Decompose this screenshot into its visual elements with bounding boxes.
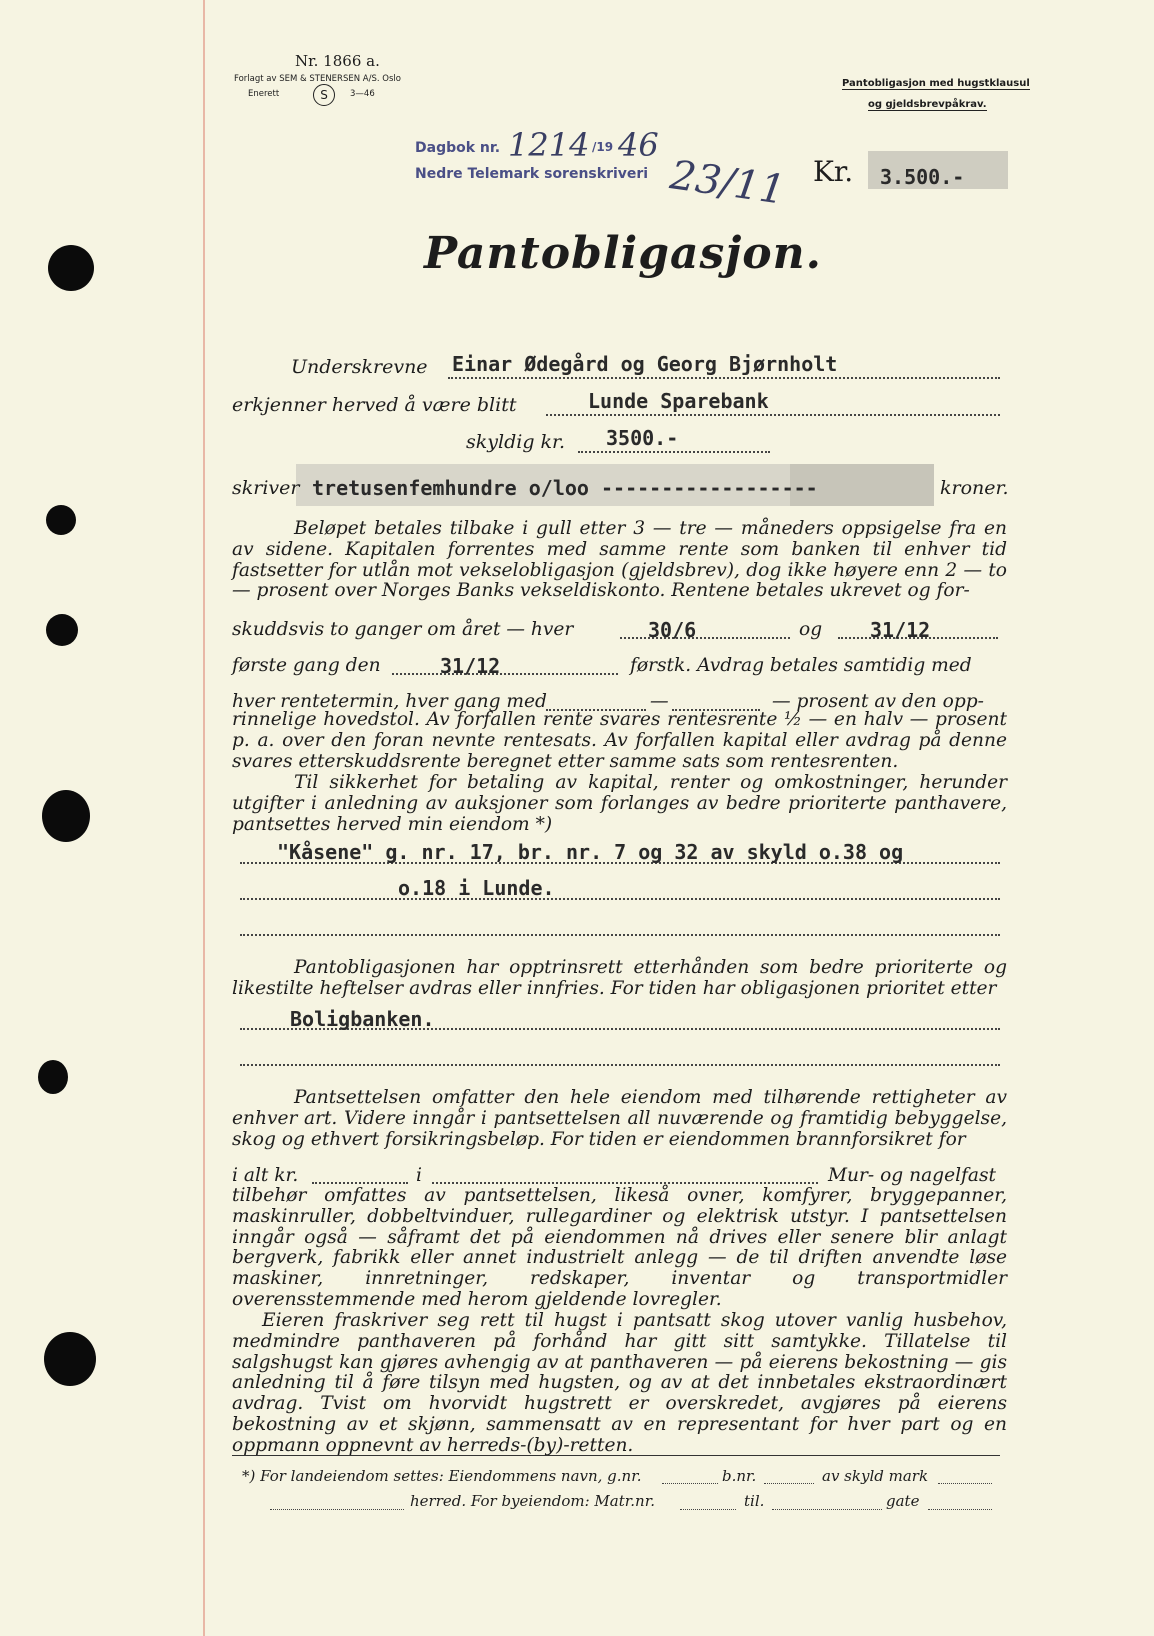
footnote-til-line xyxy=(772,1509,882,1510)
terms-paragraph-1: Beløpet betales tilbake i gull etter 3 — tre — måneders oppsigelse fra en av sidene. Kapitalen forrentes med samme rente som banken til enhver tid fastsetter for utlån mot vekselobligasjon (gjeldsbrev), dog ikke høyere enn 2 — to — prosent over Norges Banks vekseldiskonto. Rentene betales ukrevet og for- xyxy=(232,518,1007,602)
footnote-gate-line xyxy=(928,1509,992,1510)
kr-amount: 3.500.- xyxy=(880,165,965,189)
first-date: 31/12 xyxy=(440,654,501,678)
form-type-line1: Pantobligasjon med hugstklausul xyxy=(842,78,1030,89)
footnote-line2-a: herred. For byeiendom: Matr.nr. xyxy=(410,1492,655,1510)
footnote-line2-c: gate xyxy=(886,1492,920,1510)
dagbok-year: 46 xyxy=(618,126,659,164)
stamp-dagbok-label: Dagbok nr. xyxy=(415,140,501,156)
installment-label: hver rentetermin, hver gang med xyxy=(232,691,547,712)
terms-paragraph-2: rinnelige hovedstol. Av forfallen rente svares rentesrente ½ — en halv — prosent p. a. over den foran nevnte rentesats. Av forfallen kapital eller avdrag på denne svares etterskuddsrente beregnet etter samme sats som rentesrenten. xyxy=(232,709,1007,772)
footnote-divider xyxy=(232,1455,1000,1456)
dagbok-number: 1214 xyxy=(508,126,590,164)
priority-paragraph: Pantobligasjonen har opptrinsrett etterhånden som bedre prioriterte og likestilte heftelser avdras eller innfries. For tiden har obligasjonen prioritet etter xyxy=(232,957,1007,999)
insured-in: i xyxy=(416,1165,422,1186)
insured-company-line xyxy=(432,1182,818,1184)
punch-hole xyxy=(42,790,90,842)
scope-paragraph-1: Pantsettelsen omfatter den hele eiendom med tilhørende rettigheter av enhver art. Videre inngår i pantsettelsen all nuværende og framtidig bebyggelse, skog og ethvert forsikringsbeløp. For tiden er eiendommen brannforsikret for xyxy=(232,1087,1007,1150)
footnote-line1-b: b.nr. xyxy=(722,1467,757,1485)
footnote-line1-c: av skyld mark xyxy=(822,1467,929,1485)
publisher-date: 3—46 xyxy=(350,89,375,99)
interest-og: og xyxy=(799,619,823,640)
punch-hole xyxy=(46,505,76,535)
interest-date2: 31/12 xyxy=(870,618,931,642)
interest-line-label: skuddsvis to ganger om året — hver xyxy=(232,619,574,640)
footnote-line2-b: til. xyxy=(744,1492,765,1510)
stamp-office: Nedre Telemark sorenskriveri xyxy=(415,166,649,182)
writes-label: skriver xyxy=(232,477,300,499)
first-payment-rest: førstk. Avdrag betales samtidig med xyxy=(630,655,972,676)
owe-line xyxy=(578,451,770,453)
stamp-date: 23/11 xyxy=(667,152,788,214)
installment-rest: — prosent av den opp- xyxy=(772,691,984,712)
margin-rule xyxy=(203,0,205,1636)
punch-hole xyxy=(38,1060,68,1094)
priority-value: Boligbanken. xyxy=(290,1007,435,1031)
undersigned-line xyxy=(448,377,1000,379)
insured-label: i alt kr. xyxy=(232,1165,299,1186)
creditor-line xyxy=(546,414,1000,416)
undersigned-label: Underskrevne xyxy=(291,356,428,378)
undersigned-value: Einar Ødegård og Georg Bjørnholt xyxy=(452,352,838,376)
punch-hole xyxy=(48,245,94,291)
punch-hole xyxy=(44,1332,96,1386)
terms-paragraph-3: Til sikkerhet for betaling av kapital, renter og omkostninger, herunder utgifter i anledning av auksjoner som forlanges av bedre prioriterte panthavere, pantsettes herved min eiendom *) xyxy=(232,772,1007,835)
property-value-1: "Kåsene" g. nr. 17, br. nr. 7 og 32 av skyld o.38 og xyxy=(277,840,904,864)
publisher-enerett: Enerett xyxy=(248,89,280,99)
interest-date1: 30/6 xyxy=(648,618,697,642)
kr-label: Kr. xyxy=(813,155,854,188)
scope-paragraph-2: tilbehør omfattes av pantsettelsen, likeså ovner, komfyrer, bryggepanner, maskinruller, dobbeltvinduer, rullegardiner og elektrisk utstyr. I pantsettelsen inngår også — såframt det på eiendommen nå drives eller senere blir anlagt bergverk, fabrikk eller annet industrielt anlegg — de til driften anvendte løse maskiner, innretninger, redskaper, inventar og transportmidler overensstemmende med herom gjeldende lovregler. xyxy=(232,1185,1007,1310)
scope-paragraph-3: Eieren fraskriver seg rett til hugst i pantsatt skog utover vanlig husbehov, medmindre panthaveren på forhånd har gitt sitt samtykke. Tillatelse til salgshugst kan gjøres avhengig av at panthaveren — på eierens bekostning — gis anledning til å føre tilsyn med hugsten, og av at det innbetales ekstraordinært avdrag. Tvist om hvorvidt hugstrett er overskredet, avgjøres på eierens bekostning av et skjønn, sammensatt av en representant for hver part og en oppmann oppnevnt av herreds-(by)-retten. xyxy=(232,1310,1007,1456)
form-type-line2: og gjeldsbrevpåkrav. xyxy=(868,99,987,110)
insured-rest: Mur- og nagelfast xyxy=(828,1165,996,1186)
form-number: Nr. 1866 a. xyxy=(295,52,380,70)
owe-label: skyldig kr. xyxy=(466,431,566,453)
property-value-2: o.18 i Lunde. xyxy=(398,876,555,900)
dagbok-separator: /19 xyxy=(592,140,614,154)
installment-dash: — xyxy=(650,691,669,712)
first-payment-label: første gang den xyxy=(232,655,381,676)
footnote-matr-line xyxy=(680,1509,736,1510)
creditor-value: Lunde Sparebank xyxy=(588,389,769,413)
property-line-2 xyxy=(240,898,1000,900)
document-title: Pantobligasjon. xyxy=(424,228,822,279)
footnote-gnr-line xyxy=(662,1483,718,1484)
publisher-logo-icon: S xyxy=(313,84,335,106)
footnote-line1-a: *) For landeiendom settes: Eiendommens navn, g.nr. xyxy=(242,1467,642,1485)
first-date-line xyxy=(392,673,618,675)
footnote-mark-line xyxy=(938,1483,992,1484)
publisher-line: Forlagt av SEM & STENERSEN A/S. Oslo xyxy=(234,74,401,84)
insured-amount-line xyxy=(312,1182,408,1184)
footnote-herred-line xyxy=(270,1509,404,1510)
kroner-label: kroner. xyxy=(940,477,1009,499)
interest-date1-line xyxy=(620,637,790,639)
acknowledge-label: erkjenner herved å være blitt xyxy=(232,394,517,416)
footnote-bnr-line xyxy=(764,1483,814,1484)
writes-value: tretusenfemhundre o/loo ------------------ xyxy=(312,476,818,500)
owe-value: 3500.- xyxy=(606,426,679,450)
priority-line-2 xyxy=(240,1064,1000,1066)
property-line-3 xyxy=(240,934,1000,936)
punch-hole xyxy=(46,614,78,646)
